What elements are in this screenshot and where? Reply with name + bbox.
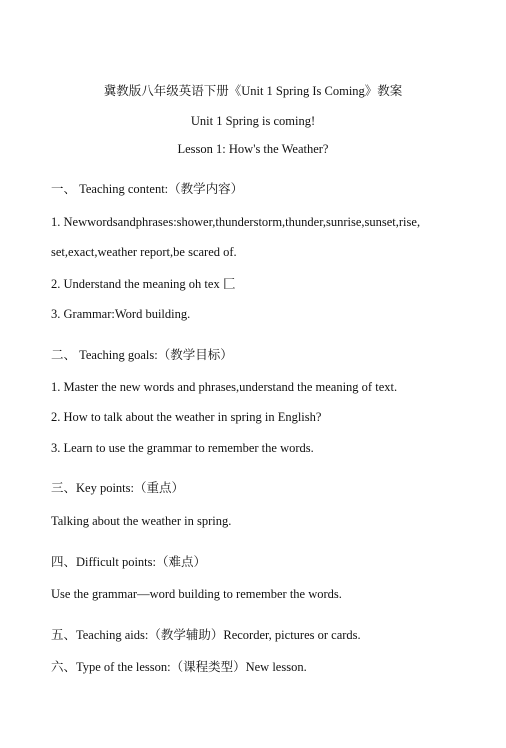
section-1-item-3: 3. Grammar:Word building. — [51, 307, 191, 321]
lesson-title: Lesson 1: How's the Weather? — [177, 142, 329, 156]
section-2-item-1: 1. Master the new words and phrases,understand the meaning of text. — [51, 380, 398, 394]
section-1-heading: 一、 Teaching content:（教学内容） — [51, 182, 244, 196]
unit-title: Unit 1 Spring is coming! — [190, 114, 316, 128]
section-2-item-3: 3. Learn to use the grammar to remember the words. — [51, 441, 314, 455]
section-4-body: Use the grammar—word building to remember the words. — [51, 587, 342, 601]
section-5-heading: 五、Teaching aids:（教学辅助）Recorder, pictures or cards. — [51, 628, 361, 642]
document-title: 冀教版八年级英语下册《Unit 1 Spring Is Coming》教案 — [103, 84, 403, 98]
section-1-item-1-line-2: set,exact,weather report,be scared of. — [51, 245, 237, 259]
section-1-item-1-line-1: 1. Newwordsandphrases:shower,thunderstorm,thunder,sunrise,sunset,rise, — [51, 215, 421, 229]
section-3-body: Talking about the weather in spring. — [51, 514, 232, 528]
section-2-item-2: 2. How to talk about the weather in spring in English? — [51, 410, 322, 424]
section-2-heading: 二、 Teaching goals:（教学目标） — [51, 348, 233, 362]
section-6-heading: 六、Type of the lesson:（课程类型）New lesson. — [51, 660, 307, 674]
section-1-item-2: 2. Understand the meaning oh tex 匚 — [51, 277, 236, 291]
section-3-heading: 三、Key points:（重点） — [51, 481, 184, 495]
section-4-heading: 四、Difficult points:（难点） — [51, 555, 206, 569]
